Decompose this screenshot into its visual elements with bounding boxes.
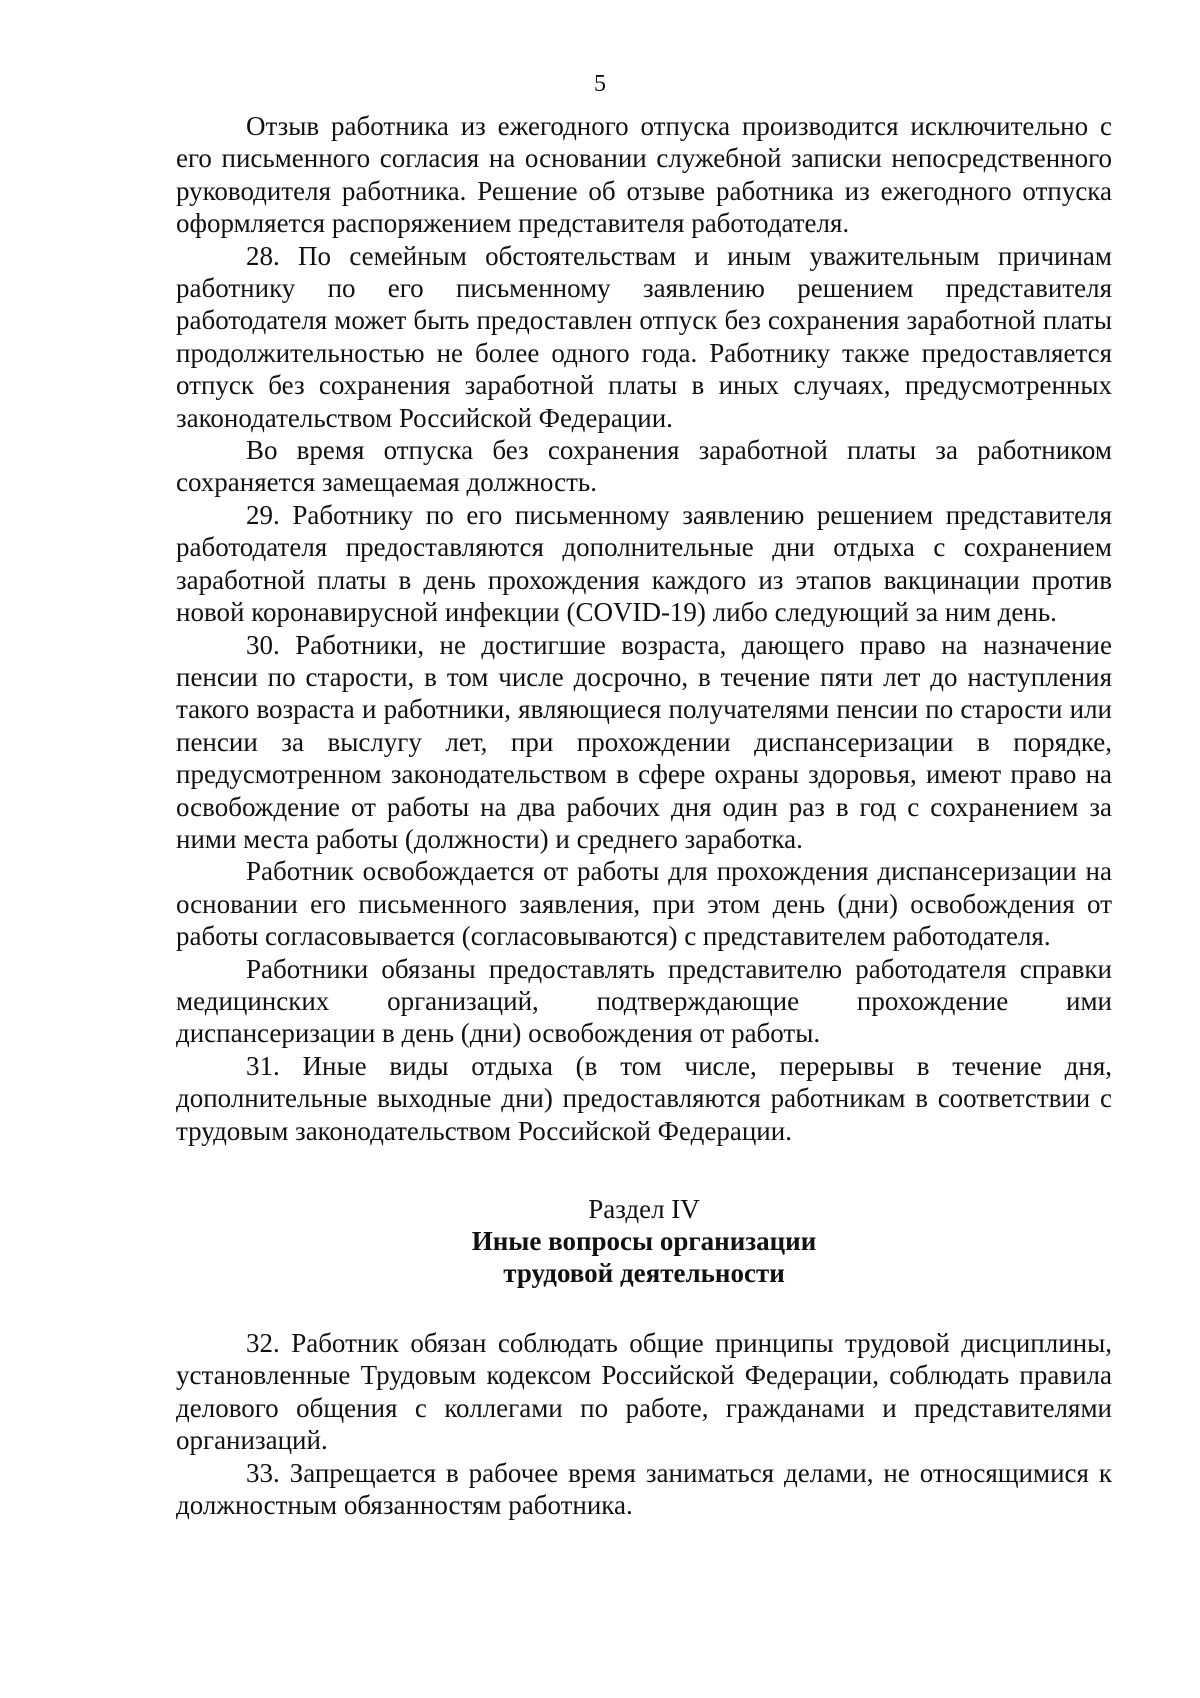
page-number: 5 [594, 71, 606, 97]
paragraph-32: 32. Работник обязан соблюдать общие принципы трудовой дисциплины, установленные Трудовым кодексом Российской Федерации, соблюдать правила делового общения с коллегами по работе, гражданами и представителями организаций. [176, 1328, 1112, 1456]
section-title-line-2: трудовой деятельности [503, 1258, 785, 1288]
paragraph-recall-from-leave: Отзыв работника из ежегодного отпуска производится исключительно с его письменного согласия на основании служебной записки непосредственного руководителя работника. Решение об отзыве работника из ежегодного отпуска оформляется распоряжением представителя работодателя. [176, 111, 1112, 239]
section-heading [176, 1193, 1112, 1289]
paragraph-31: 31. Иные виды отдыха (в том числе, перерывы в течение дня, дополнительные выходные дни) предоставляются работникам в соответствии с трудовым законодательством Российской Федерации. [176, 1050, 1112, 1146]
paragraph-33: 33. Запрещается в рабочее время заниматься делами, не относящимися к должностным обязанностям работника. [176, 1457, 1112, 1521]
section-title-line-1: Иные вопросы организации [471, 1226, 817, 1256]
paragraph-28: 28. По семейным обстоятельствам и иным уважительным причинам работнику по его письменному заявлению решением представителя работодателя может быть предоставлен отпуск без сохранения заработной платы продолжительностью не более одного года. Работнику также предоставляется отпуск без сохранения заработной платы в иных случаях, предусмотренных законодательством Российской Федерации. [176, 240, 1112, 433]
paragraph-28-position-retained: Во время отпуска без сохранения заработной платы за работником сохраняется замещаемая должность. [176, 435, 1112, 498]
section-spacer [176, 1289, 1112, 1327]
paragraph-30: 30. Работники, не достигшие возраста, дающего право на назначение пенсии по старости, в том числе досрочно, в течение пяти лет до наступления такого возраста и работники, являющиеся получателями пенсии по старости или пенсии за выслугу лет, при прохождении диспансеризации в порядке, предусмотренном законодательством в сфере охраны здоровья, имеют право на освобождение от работы на два рабочих дня один раз в год с сохранением за ними места работы (должности) и среднего заработка. [176, 629, 1112, 854]
paragraph-30-certificates: Работники обязаны предоставлять представителю работодателя справки медицинских организаций, подтверждающие прохождение ими диспансеризации в день (дни) освобождения от работы. [176, 953, 1112, 1049]
paragraph-30-release-procedure: Работник освобождается от работы для прохождения диспансеризации на основании его письменного заявления, при этом день (дни) освобождения от работы согласовывается (согласовываются) с представителем работодателя. [176, 856, 1112, 952]
section-label: Раздел IV [588, 1194, 700, 1224]
paragraph-29: 29. Работнику по его письменному заявлению решением представителя работодателя предоставляются дополнительные дни отдыха с сохранением заработной платы в день прохождения каждого из этапов вакцинации против новой коронавирусной инфекции (COVID-19) либо следующий за ним день. [176, 499, 1112, 628]
document-body [176, 110, 1112, 1521]
